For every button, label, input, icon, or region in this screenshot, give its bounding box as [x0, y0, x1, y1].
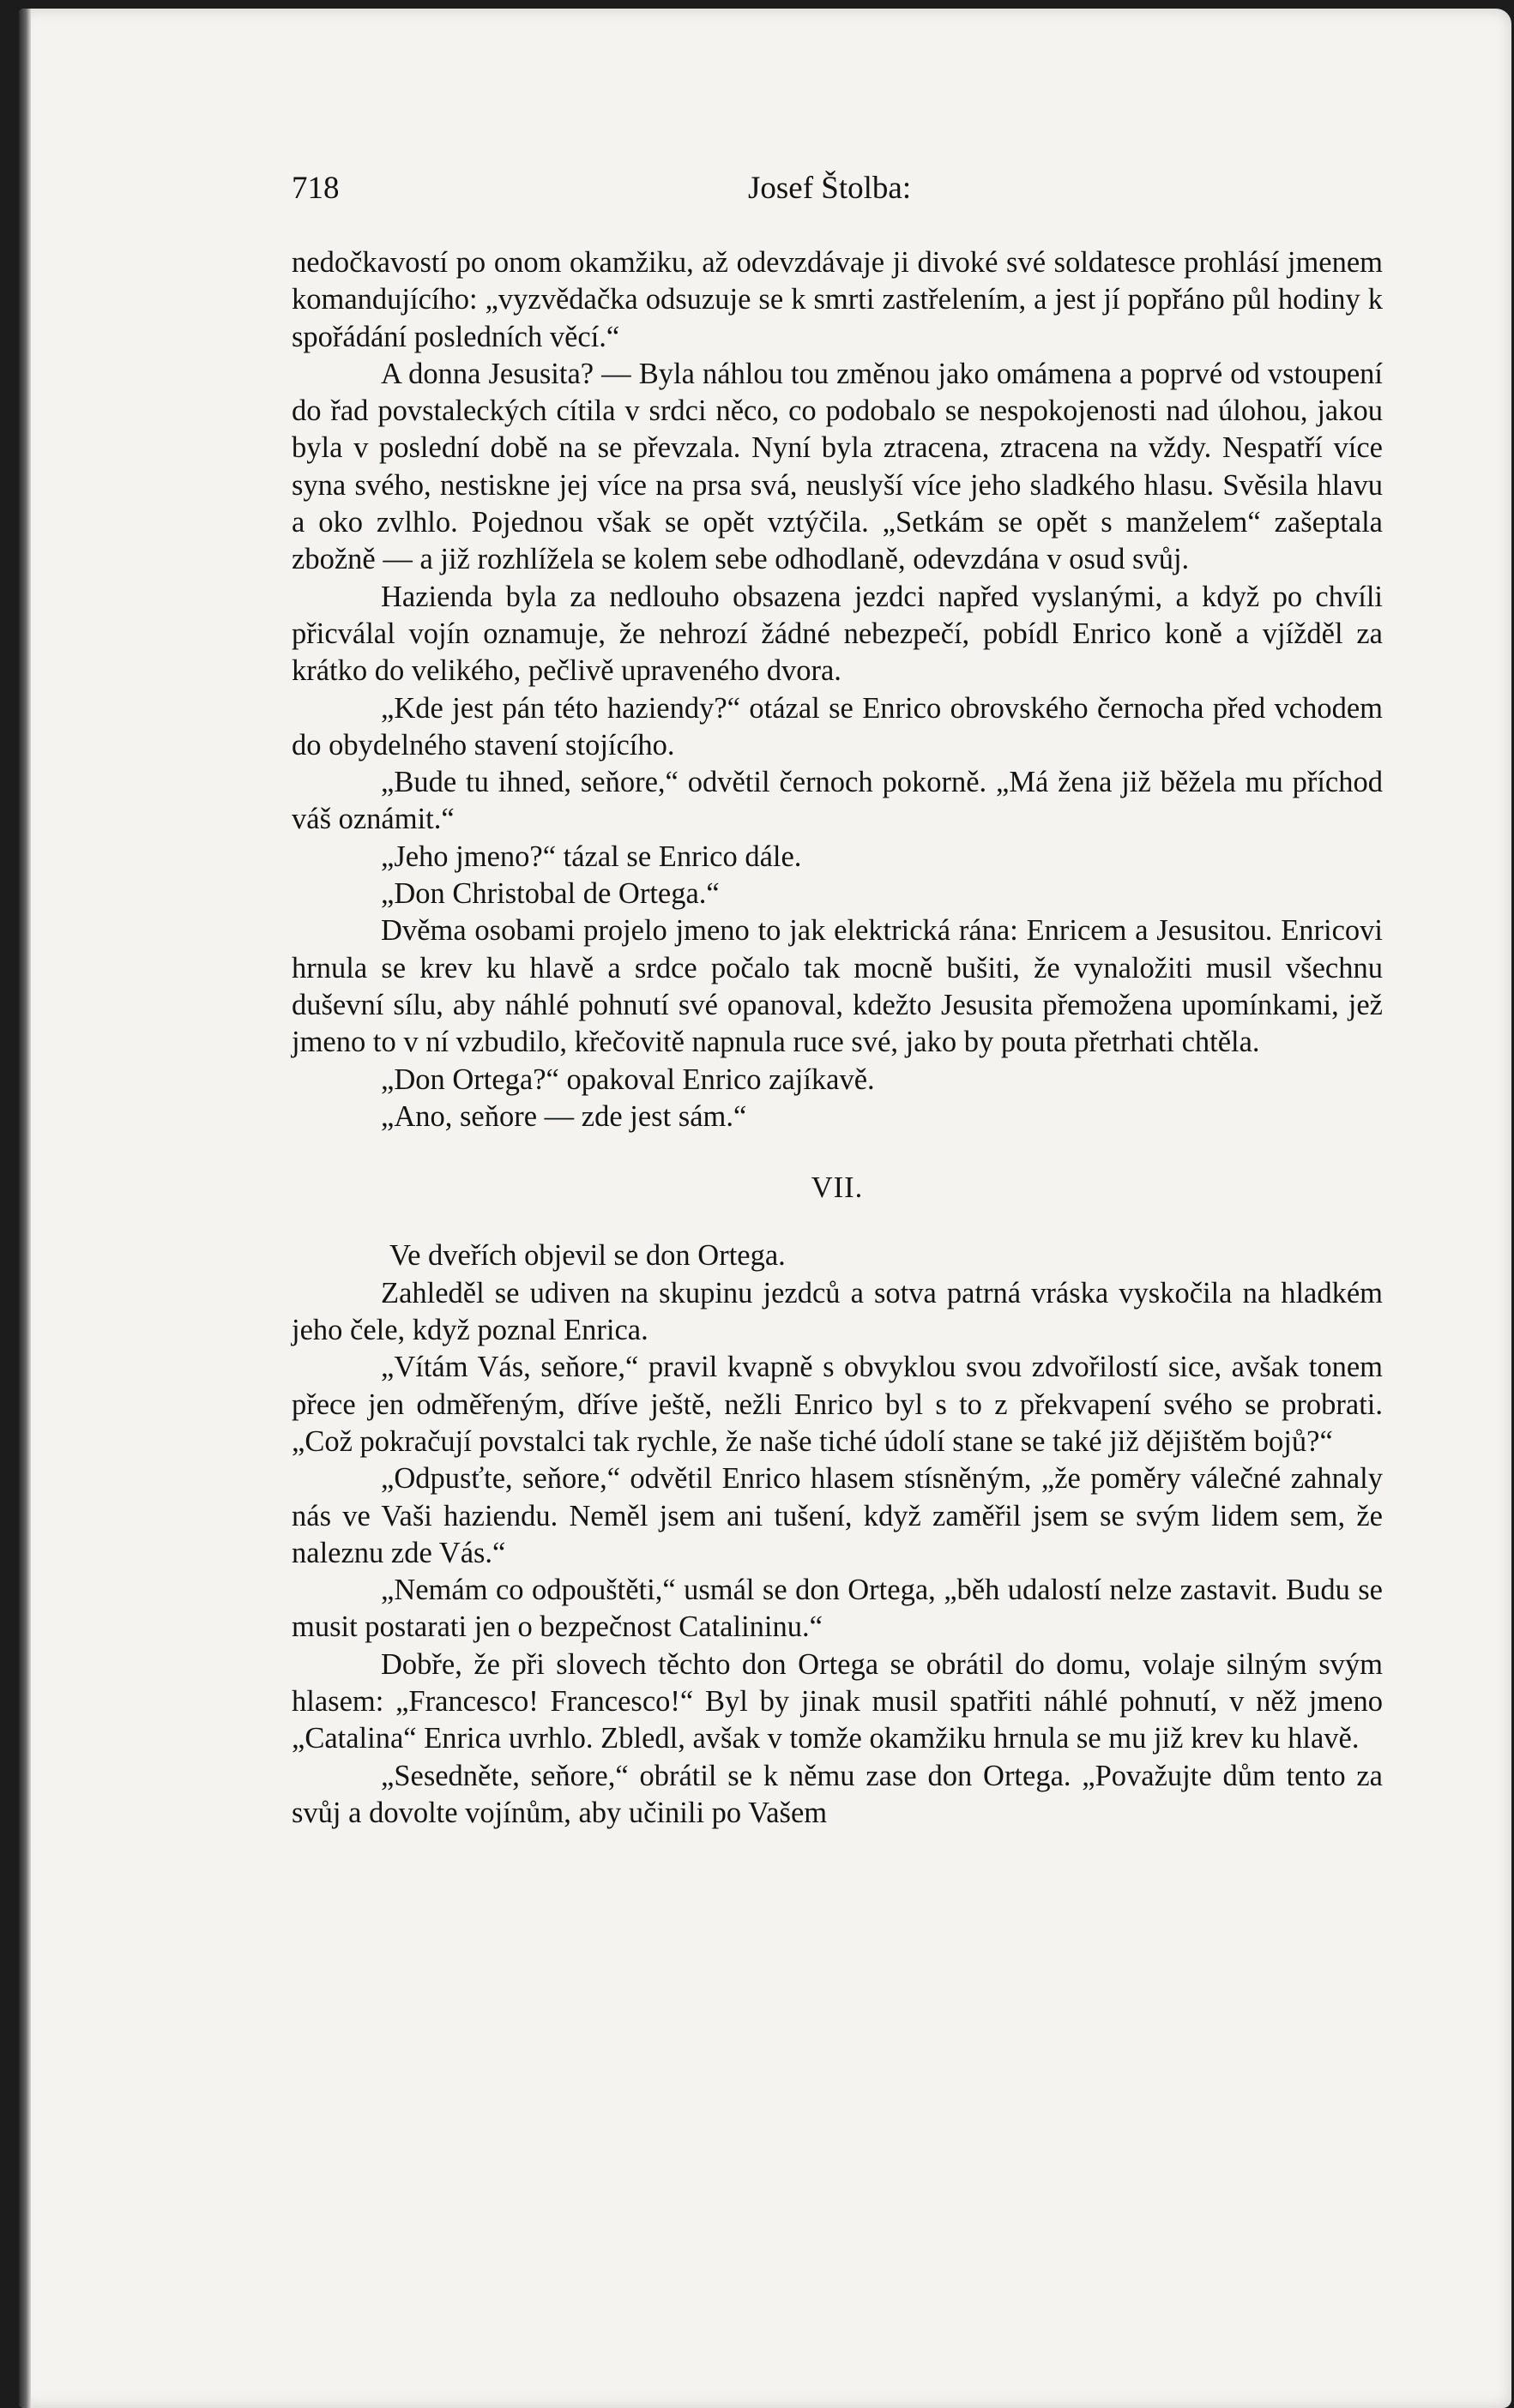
paragraph: Dvěma osobami projelo jmeno to jak elektrická rána: Enricem a Jesusitou. Enricovi hrnula se krev ku hlavě a srdce počalo tak mocně bušiti, že vynaložiti musil všechnu duševní sílu, aby náhlé pohnutí své opanoval, kdežto Jesusita přemožena upomínkami, jež jmeno to v ní vzbudilo, křečovitě napnula ruce své, jako by pouta přetrhati chtěla.	[292, 914, 1383, 1059]
paragraph: „Don Ortega?“ opakoval Enrico zajíkavě.	[381, 1063, 875, 1096]
paragraph: Hazienda byla za nedlouho obsazena jezdci napřed vyslanými, a když po chvíli přicválal vojín oznamuje, že nehrozí žádné nebezpečí, pobídl Enrico koně a vjížděl za krátko do velikého, pečlivě upraveného dvora.	[292, 580, 1383, 688]
paragraph: Ve dveřích objevil se don Ortega.	[389, 1239, 786, 1273]
paragraph: „Odpusťte, seňore,“ odvětil Enrico hlasem stísněným, „že poměry válečné zahnaly nás ve Vaši haziendu. Neměl jsem ani tušení, když zaměřil jsem se svým lidem sem, že naleznu zde Vás.“	[292, 1462, 1383, 1569]
paragraph: „Bude tu ihned, seňore,“ odvětil černoch pokorně. „Má žena již běžela mu příchod váš oznámit.“	[292, 766, 1383, 836]
chapter-heading: VII.	[811, 1171, 864, 1205]
paragraph: „Kde jest pán této haziendy?“ otázal se Enrico obrovského černocha před vchodem do obydelného stavení stojícího.	[292, 691, 1383, 762]
book-spine	[19, 9, 31, 2408]
paragraph: „Don Christobal de Ortega.“	[381, 877, 720, 911]
page-header	[273, 170, 1388, 218]
paragraph: Zahleděl se udiven na skupinu jezdců a sotva patrná vráska vyskočila na hladkém jeho čele, když poznal Enrica.	[292, 1276, 1383, 1347]
paragraph: A donna Jesusita? — Byla náhlou tou změnou jako omámena a poprvé od vstoupení do řad povstaleckých cítila v srdci něco, co podobalo se nespokojenosti nad úlohou, jakou byla v poslední době na se převzala. Nyní byla ztracena, ztracena na vždy. Nespatří více syna svého, nestiskne jej více na prsa svá, neuslyší více jeho sladkého hlasu. Svěsila hlavu a oko zvlhlo. Pojednou však se opět vztýčila. „Setkám se opět s manželem“ zašeptala zbožně — a již rozhlížela se kolem sebe odhodlaně, odevzdána v osud svůj.	[292, 357, 1383, 576]
paragraph: „Nemám co odpouštěti,“ usmál se don Ortega, „běh udalostí nelze zastavit. Budu se musit postarati jen o bezpečnost Catalininu.“	[292, 1574, 1383, 1644]
paragraph: „Jeho jmeno?“ tázal se Enrico dále.	[381, 840, 802, 873]
paragraph: „Vítám Vás, seňore,“ pravil kvapně s obvyklou svou zdvořilostí sice, avšak tonem přece jen odměřeným, dříve ještě, nežli Enrico byl s to z překvapení svého se probrati. „Což pokračují povstalci tak rychle, že naše tiché údolí stane se také již dějištěm bojů?“	[292, 1351, 1383, 1458]
paragraph: nedočkavostí po onom okamžiku, až odevzdávaje ji divoké své soldatesce prohlásí jmenem komandujícího: „vyzvědačka odsuzuje se k smrti zastřelením, a jest jí popřáno půl hodiny k spořádání posledních věcí.“	[292, 246, 1383, 353]
running-title: Josef Štolba:	[748, 171, 912, 206]
paragraph: „Sesedněte, seňore,“ obrátil se k němu zase don Ortega. „Považujte dům tento za svůj a dovolte vojínům, aby učinili po Vašem	[292, 1759, 1383, 1829]
page-number: 718	[292, 171, 340, 206]
paragraph: „Ano, seňore — zde jest sám.“	[381, 1099, 747, 1133]
body-text	[292, 244, 1383, 1832]
paragraph: Dobře, že při slovech těchto don Ortega se obrátil do domu, volaje silným svým hlasem: „Francesco! Francesco!“ Byl by jinak musil spatřiti náhlé pohnutí, v něž jmeno „Catalina“ Enrica uvrhlo. Zbledl, avšak v tomže okamžiku hrnula se mu již krev ku hlavě.	[292, 1647, 1383, 1755]
book-page	[19, 9, 1511, 2408]
